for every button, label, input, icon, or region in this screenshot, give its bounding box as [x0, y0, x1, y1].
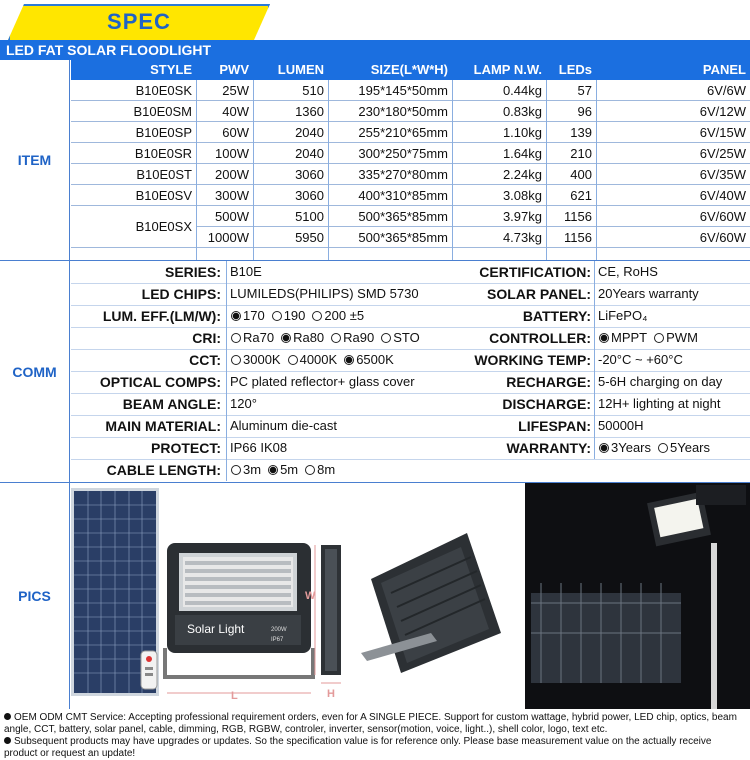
- spec-label: CONTROLLER:: [489, 330, 591, 346]
- column-divider: [196, 80, 197, 260]
- table-cell: 210: [546, 143, 596, 164]
- table-cell: 3060: [253, 185, 328, 206]
- row-divider: [71, 349, 750, 350]
- spec-value: [595, 459, 750, 481]
- column-divider: [253, 80, 254, 260]
- radio-option-text: 8m: [317, 462, 336, 477]
- floodlight-front-image: [163, 543, 315, 693]
- radio-option: [598, 330, 647, 345]
- spec-label: OPTICAL COMPS:: [99, 374, 221, 390]
- spec-value: CE, RoHS: [598, 264, 658, 279]
- table-cell: 6V/60W: [596, 206, 750, 227]
- radio-option-text: 3m: [243, 462, 262, 477]
- table-cell: B10E0ST: [71, 164, 196, 185]
- table-cell: 300W: [196, 185, 253, 206]
- radio-option: [380, 330, 420, 345]
- spec-label: [449, 459, 593, 481]
- radio-option: [287, 352, 338, 367]
- table-cell: 3.08kg: [452, 185, 546, 206]
- spec-label: BATTERY:: [522, 308, 591, 324]
- radio-option-text: 6500K: [356, 352, 394, 367]
- page-title: LED FAT SOLAR FLOODLIGHT: [0, 40, 750, 60]
- lamp-label-text: Solar Light: [187, 622, 245, 636]
- radio-selected-icon: [599, 333, 609, 343]
- floodlight-back-image: [361, 533, 501, 673]
- table-cell: 400*310*85mm: [328, 185, 452, 206]
- radio-option-text: MPPT: [611, 330, 648, 345]
- table-cell: B10E0SM: [71, 101, 196, 122]
- section-label-comm: COMM: [0, 261, 70, 482]
- table-cell: 6V/35W: [596, 164, 750, 185]
- radio-option-text: Ra70: [243, 330, 275, 345]
- table-cell: 1.10kg: [452, 122, 546, 143]
- spec-label: LED CHIPS:: [141, 286, 221, 302]
- spec-value: 120°: [230, 396, 257, 411]
- radio-option: [230, 330, 274, 345]
- spec-label: DISCHARGE:: [502, 396, 591, 412]
- radio-option-text: 190: [283, 308, 306, 323]
- radio-option-text: 3000K: [243, 352, 281, 367]
- table-cell: 200W: [196, 164, 253, 185]
- radio-option: [311, 308, 364, 323]
- spec-label: CCT:: [189, 352, 221, 368]
- spec-value: -20°C ~ +60°C: [598, 352, 683, 367]
- radio-option-text: 170: [243, 308, 265, 323]
- radio-selected-icon: [281, 333, 291, 343]
- radio-unselected-icon: [272, 311, 282, 321]
- table-cell: 500*365*85mm: [328, 227, 452, 248]
- spec-value: [227, 349, 451, 371]
- spec-value: 12H+ lighting at night: [598, 396, 721, 411]
- row-divider: [71, 437, 750, 438]
- radio-selected-icon: [268, 465, 278, 475]
- footer-note-oem: [4, 712, 746, 736]
- table-cell: 1156: [546, 227, 596, 248]
- table-cell: 96: [546, 101, 596, 122]
- section-label-pics: PICS: [0, 483, 70, 709]
- spec-value: 20Years warranty: [598, 286, 699, 301]
- spec-value: Aluminum die-cast: [230, 418, 337, 433]
- table-cell: 6V/40W: [596, 185, 750, 206]
- table-cell: 400: [546, 164, 596, 185]
- radio-option-text: 4000K: [299, 352, 338, 367]
- radio-option-text: STO: [393, 330, 420, 345]
- spec-label: WORKING TEMP:: [474, 352, 591, 368]
- radio-unselected-icon: [381, 333, 391, 343]
- table-cell: 5950: [253, 227, 328, 248]
- column-divider: [328, 80, 329, 260]
- table-header-lamp-n-w: LAMP N.W.: [452, 60, 546, 80]
- spec-value: [595, 327, 750, 349]
- lamp-badge-power: 200W: [271, 627, 287, 633]
- radio-option: [304, 462, 335, 477]
- table-cell: 6V/25W: [596, 143, 750, 164]
- spec-value: [227, 459, 451, 481]
- spec-table: [71, 60, 750, 260]
- remote-control-image: [141, 651, 157, 689]
- table-cell: 2.24kg: [452, 164, 546, 185]
- table-cell: 60W: [196, 122, 253, 143]
- table-cell: 6V/6W: [596, 80, 750, 101]
- radio-option: [271, 308, 306, 323]
- radio-option: [598, 440, 651, 455]
- radio-unselected-icon: [288, 355, 298, 365]
- spec-label: SOLAR PANEL:: [487, 286, 591, 302]
- table-header-size-l-w-h: SIZE(L*W*H): [328, 60, 452, 80]
- table-cell: 139: [546, 122, 596, 143]
- radio-option: [330, 330, 374, 345]
- radio-option: [657, 440, 710, 455]
- spec-label: CRI:: [192, 330, 221, 346]
- radio-selected-icon: [599, 443, 609, 453]
- dimension-l-label: L: [231, 690, 238, 702]
- row-divider: [71, 371, 750, 372]
- spec-value: LiFePO₄: [598, 308, 648, 323]
- table-cell: 25W: [196, 80, 253, 101]
- spec-value: IP66 IK08: [230, 440, 288, 455]
- section-label-item: ITEM: [0, 60, 70, 260]
- column-divider: [452, 80, 453, 260]
- spec-label: MAIN MATERIAL:: [105, 418, 221, 434]
- table-cell: B10E0SR: [71, 143, 196, 164]
- spec-value: B10E: [230, 264, 262, 279]
- table-cell: 3060: [253, 164, 328, 185]
- spec-label: BEAM ANGLE:: [122, 396, 221, 412]
- lamp-badge-ip: IP67: [271, 637, 284, 643]
- table-cell: B10E0SP: [71, 122, 196, 143]
- table-cell: B10E0SX: [71, 206, 196, 248]
- table-header-pwv: PWV: [196, 60, 253, 80]
- table-cell: 621: [546, 185, 596, 206]
- spec-label: CERTIFICATION:: [479, 264, 591, 280]
- footer-notes: [0, 710, 750, 758]
- spec-value: PC plated reflector+ glass cover: [230, 374, 415, 389]
- table-cell: 1.64kg: [452, 143, 546, 164]
- table-cell: 100W: [196, 143, 253, 164]
- table-cell: 4.73kg: [452, 227, 546, 248]
- radio-option: [230, 308, 265, 323]
- row-divider: [71, 459, 750, 460]
- radio-unselected-icon: [331, 333, 341, 343]
- radio-unselected-icon: [231, 465, 241, 475]
- table-cell: 6V/12W: [596, 101, 750, 122]
- column-divider: [546, 80, 547, 260]
- table-cell: 1000W: [196, 227, 253, 248]
- table-cell: 510: [253, 80, 328, 101]
- table-header-lumen: LUMEN: [253, 60, 328, 80]
- spec-value: [227, 305, 451, 327]
- row-divider: [71, 305, 750, 306]
- radio-option-text: 3Years: [611, 440, 651, 455]
- table-cell: 5100: [253, 206, 328, 227]
- radio-option-text: Ra90: [343, 330, 375, 345]
- table-header-leds: LEDs: [546, 60, 596, 80]
- radio-option-text: Ra80: [293, 330, 325, 345]
- table-cell: 195*145*50mm: [328, 80, 452, 101]
- radio-option-text: 200 ±5: [324, 308, 365, 323]
- table-cell: 3.97kg: [452, 206, 546, 227]
- table-cell: 300*250*75mm: [328, 143, 452, 164]
- footer-note-update-text: Subsequent products may have upgrades or updates. So the specification value is for reference only. Please base measurement value on the actually receive product or request an update!: [4, 736, 712, 759]
- table-cell: 0.44kg: [452, 80, 546, 101]
- bullet-icon: [4, 737, 11, 744]
- row-divider: [71, 393, 750, 394]
- footer-note-oem-text: OEM ODM CMT Service: Accepting professional requirement orders, even for A SINGLE PIECE. Support for custom wattage, hybrid power, LED chip, optics, beam angle, CCT, battery, solar panel, cable, dimming, RGB, RGBW, controler, inverter, sensor(motion, voice, light..), shell color, logo, text etc.: [4, 712, 737, 735]
- radio-option: [653, 330, 698, 345]
- column-divider: [596, 80, 597, 260]
- radio-unselected-icon: [312, 311, 322, 321]
- spec-label: LIFESPAN:: [518, 418, 591, 434]
- radio-option: [343, 352, 394, 367]
- row-divider: [71, 327, 750, 328]
- radio-option: [280, 330, 324, 345]
- radio-option-text: 5m: [280, 462, 299, 477]
- radio-option: [230, 352, 281, 367]
- table-cell: 1360: [253, 101, 328, 122]
- radio-option-text: PWM: [666, 330, 698, 345]
- table-cell: 6V/60W: [596, 227, 750, 248]
- spec-label: RECHARGE:: [506, 374, 591, 390]
- radio-unselected-icon: [231, 333, 241, 343]
- table-cell: 335*270*80mm: [328, 164, 452, 185]
- table-cell: 500*365*85mm: [328, 206, 452, 227]
- table-cell: 255*210*65mm: [328, 122, 452, 143]
- dimension-w-label: W: [305, 590, 316, 602]
- spec-label: LUM. EFF.(LM/W):: [102, 308, 221, 324]
- spec-label: CABLE LENGTH:: [106, 462, 221, 478]
- table-header-style: STYLE: [71, 60, 196, 80]
- radio-option-text: 5Years: [670, 440, 710, 455]
- spec-value: [227, 327, 451, 349]
- row-divider: [71, 415, 750, 416]
- table-header-panel: PANEL: [596, 60, 750, 80]
- radio-unselected-icon: [658, 443, 668, 453]
- table-cell: 500W: [196, 206, 253, 227]
- row-divider: [71, 283, 750, 284]
- footer-note-update: [4, 736, 746, 760]
- table-cell: 2040: [253, 143, 328, 164]
- product-illustration: [71, 483, 750, 709]
- comm-specs: [71, 261, 750, 482]
- radio-option: [267, 462, 298, 477]
- radio-option: [230, 462, 261, 477]
- table-cell: 6V/15W: [596, 122, 750, 143]
- radio-selected-icon: [344, 355, 354, 365]
- radio-unselected-icon: [654, 333, 664, 343]
- column-divider: [594, 261, 595, 459]
- spec-value: 50000H: [598, 418, 644, 433]
- floodlight-side-image: [315, 545, 341, 683]
- column-divider: [226, 261, 227, 481]
- table-cell: 57: [546, 80, 596, 101]
- table-cell: 230*180*50mm: [328, 101, 452, 122]
- table-cell: 2040: [253, 122, 328, 143]
- product-pictures: [71, 483, 750, 709]
- table-cell: 0.83kg: [452, 101, 546, 122]
- radio-selected-icon: [231, 311, 241, 321]
- spec-value: 5-6H charging on day: [598, 374, 723, 389]
- spec-label: PROTECT:: [151, 440, 221, 456]
- spec-label: WARRANTY:: [506, 440, 591, 456]
- night-scene-image: [525, 483, 750, 709]
- table-cell: B10E0SV: [71, 185, 196, 206]
- dimension-h-label: H: [327, 688, 335, 700]
- spec-value: [595, 437, 750, 459]
- radio-unselected-icon: [231, 355, 241, 365]
- table-cell: 1156: [546, 206, 596, 227]
- spec-value: LUMILEDS(PHILIPS) SMD 5730: [230, 286, 419, 301]
- table-cell: B10E0SK: [71, 80, 196, 101]
- spec-tab-label: SPEC: [107, 9, 171, 34]
- spec-label: SERIES:: [164, 264, 221, 280]
- bullet-icon: [4, 713, 11, 720]
- table-cell: 40W: [196, 101, 253, 122]
- radio-unselected-icon: [305, 465, 315, 475]
